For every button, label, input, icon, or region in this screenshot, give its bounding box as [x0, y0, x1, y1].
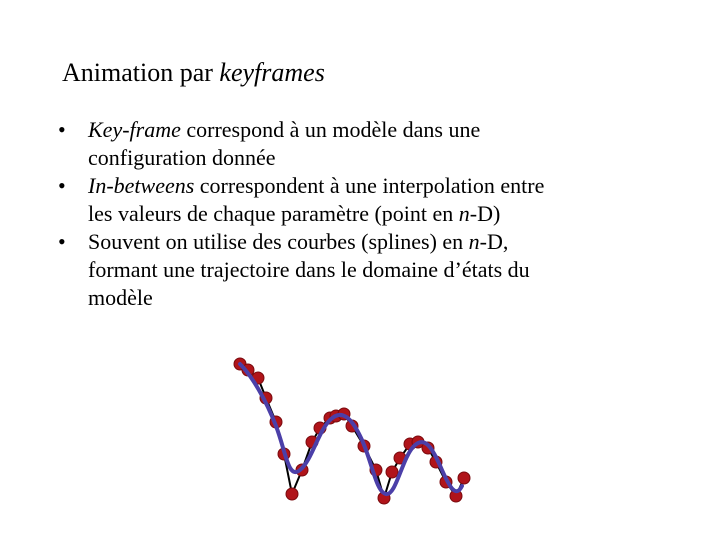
- title-text: Animation par: [62, 58, 220, 87]
- text-run: modèle: [88, 285, 153, 310]
- text-run: les valeurs de chaque paramètre (point en: [88, 201, 459, 226]
- bullet-dot: •: [58, 173, 66, 198]
- keyframe-points: [234, 358, 470, 504]
- text-run-italic: n: [468, 229, 480, 254]
- text-run: correspondent à une interpolation entre: [194, 173, 545, 198]
- text-run: correspond à un modèle dans une: [180, 117, 481, 142]
- text-run-italic: n: [458, 201, 470, 226]
- text-run: -D): [469, 201, 501, 226]
- bullet-dot: •: [58, 229, 66, 254]
- keyframe-point: [286, 488, 298, 500]
- keyframe-point: [386, 466, 398, 478]
- text-run: -D,: [479, 229, 509, 254]
- bullet-dot: •: [58, 117, 66, 142]
- text-run: Souvent on utilise des courbes (splines) en: [88, 229, 469, 254]
- title-keyword: keyframes: [219, 58, 325, 87]
- text-run-italic: In-betweens: [88, 173, 195, 198]
- keyframe-point: [458, 472, 470, 484]
- text-run: formant une trajectoire dans le domaine d’états du: [88, 257, 530, 282]
- text-run-italic: Key-frame: [88, 117, 181, 142]
- text-run: configuration donnée: [88, 145, 276, 170]
